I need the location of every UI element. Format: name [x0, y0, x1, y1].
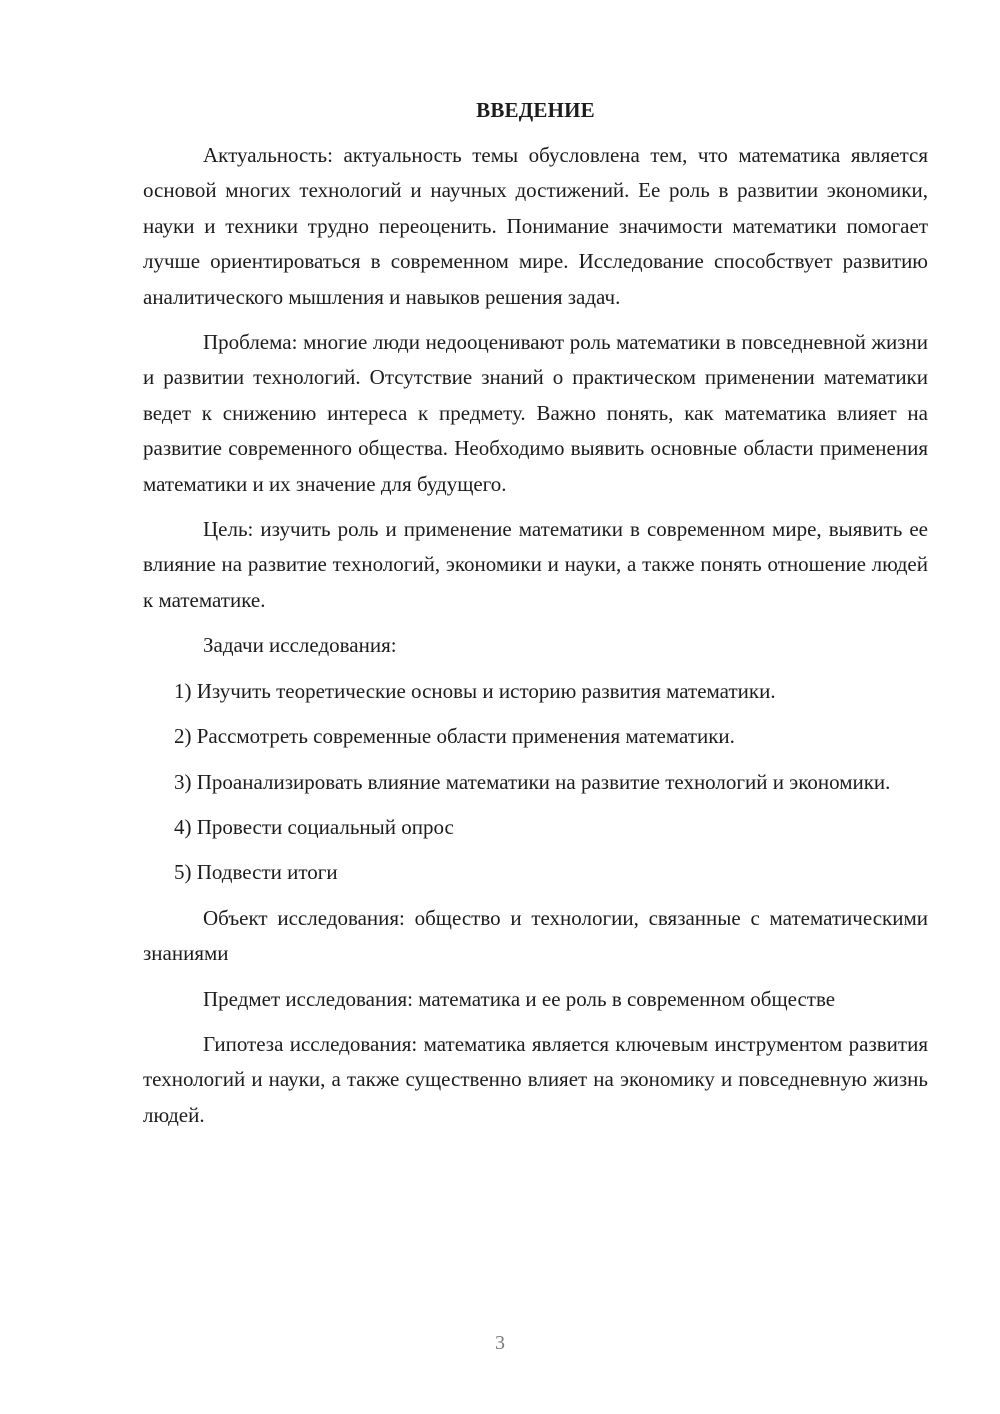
paragraph-relevance: Актуальность: актуальность темы обусловлена тем, что математика является основой многих технологий и научных достижений. Ее роль в развитии экономики, науки и техники трудно переоценить. Понимание значимости математики помогает лучше ориентироваться в современном мире. Исследование способствует развитию аналитического мышления и навыков решения задач. — [143, 143, 928, 309]
task-item-3: 3) Проанализировать влияние математики на развитие технологий и экономики. — [174, 769, 891, 794]
task-item-4: 4) Провести социальный опрос — [174, 814, 454, 839]
page-title: ВВЕДЕНИЕ — [476, 98, 595, 122]
paragraph-subject: Предмет исследования: математика и ее роль в современном обществе — [203, 986, 836, 1011]
task-item-1: 1) Изучить теоретические основы и историю развития математики. — [174, 678, 776, 703]
page-number: 3 — [495, 1332, 505, 1354]
document-page — [143, 94, 928, 1143]
paragraph-hypothesis: Гипотеза исследования: математика является ключевым инструментом развития технологий и науки, а также существенно влияет на экономику и повседневную жизнь людей. — [143, 1031, 928, 1127]
task-item-2: 2) Рассмотреть современные области применения математики. — [174, 724, 735, 749]
task-item-5: 5) Подвести итоги — [174, 860, 338, 885]
paragraph-object: Объект исследования: общество и технологии, связанные с математическими знаниями — [143, 905, 928, 966]
paragraph-goal: Цель: изучить роль и применение математики в современном мире, выявить ее влияние на развитие технологий, экономики и науки, а также понять отношение людей к математике. — [143, 517, 928, 612]
paragraph-problem: Проблема: многие люди недооценивают роль математики в повседневной жизни и развитии технологий. Отсутствие знаний о практическом применении математики ведет к снижению интереса к предмету. Важно понять, как математика влияет на развитие современного общества. Необходимо выявить основные области применения математики и их значение для будущего. — [143, 330, 928, 496]
tasks-heading: Задачи исследования: — [203, 633, 397, 658]
